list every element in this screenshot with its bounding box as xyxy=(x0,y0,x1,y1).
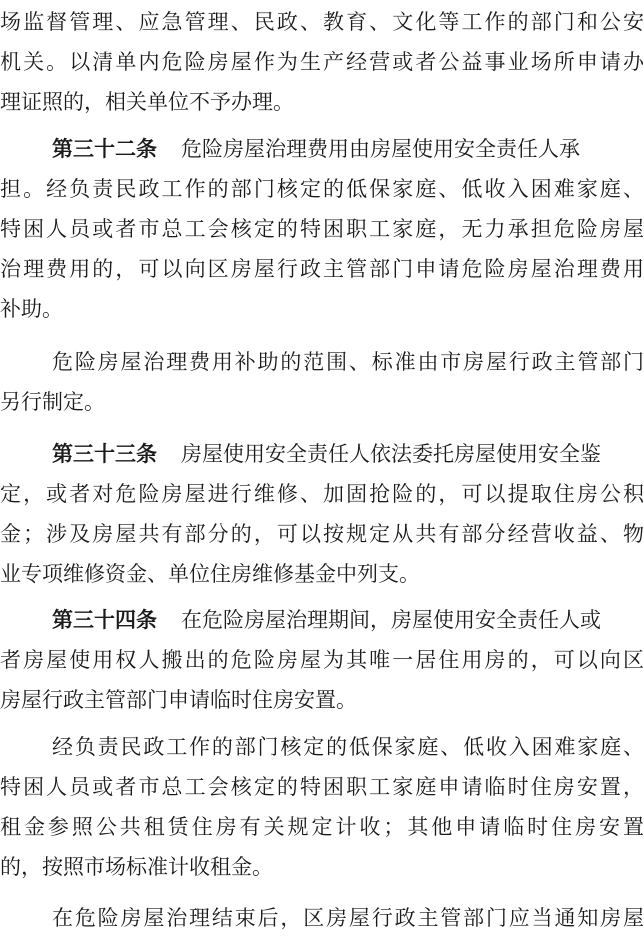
text-line: 业专项维修资金、单位住房维修基金中列支。 xyxy=(0,562,420,586)
text-line: 机关。以清单内危险房屋作为生产经营或者公益事业场所申请办 xyxy=(0,50,644,74)
text-line: 者房屋使用权人搬出的危险房屋为其唯一居住用房的，可以向区 xyxy=(0,648,644,672)
text-line: 危险房屋治理费用由房屋使用安全责任人承 xyxy=(181,137,580,161)
text-line: 金；涉及房屋共有部分的，可以按规定从共有部分经营收益、物 xyxy=(0,522,644,546)
text-line: 房屋行政主管部门申请临时住房安置。 xyxy=(0,688,357,712)
article-33-first-line xyxy=(0,434,644,474)
text-line: 定，或者对危险房屋进行维修、加固抢险的，可以提取住房公积 xyxy=(0,482,644,506)
article-34-first-line xyxy=(0,600,644,640)
text-line: 在危险房屋治理期间，房屋使用安全责任人或 xyxy=(181,608,601,632)
article-heading-32: 第三十二条 xyxy=(52,137,157,161)
text-line: 特困人员或者市总工会核定的特困职工家庭申请临时住房安置， xyxy=(0,775,644,799)
article-32-first-line xyxy=(0,129,644,169)
text-line: 租金参照公共租赁住房有关规定计收；其他申请临时住房安置 xyxy=(0,815,644,839)
text-line: 在危险房屋治理结束后，区房屋行政主管部门应当通知房屋 xyxy=(52,906,644,930)
text-line: 房屋使用安全责任人依法委托房屋使用安全鉴 xyxy=(181,442,601,466)
article-heading-33: 第三十三条 xyxy=(52,442,157,466)
text-line: 经负责民政工作的部门核定的低保家庭、低收入困难家庭、 xyxy=(52,735,644,759)
text-line: 担。经负责民政工作的部门核定的低保家庭、低收入困难家庭、 xyxy=(0,177,644,201)
text-line: 场监督管理、应急管理、民政、教育、文化等工作的部门和公安 xyxy=(0,10,644,34)
text-line: 危险房屋治理费用补助的范围、标准由市房屋行政主管部门 xyxy=(52,350,644,374)
text-line: 特困人员或者市总工会核定的特困职工家庭，无力承担危险房屋 xyxy=(0,217,644,241)
text-line: 治理费用的，可以向区房屋行政主管部门申请危险房屋治理费用 xyxy=(0,257,644,281)
article-heading-34: 第三十四条 xyxy=(52,608,157,632)
text-line: 补助。 xyxy=(0,297,63,321)
text-line: 的，按照市场标准计收租金。 xyxy=(0,855,273,879)
text-line: 另行制定。 xyxy=(0,390,105,414)
text-line: 理证照的，相关单位不予办理。 xyxy=(0,90,294,114)
